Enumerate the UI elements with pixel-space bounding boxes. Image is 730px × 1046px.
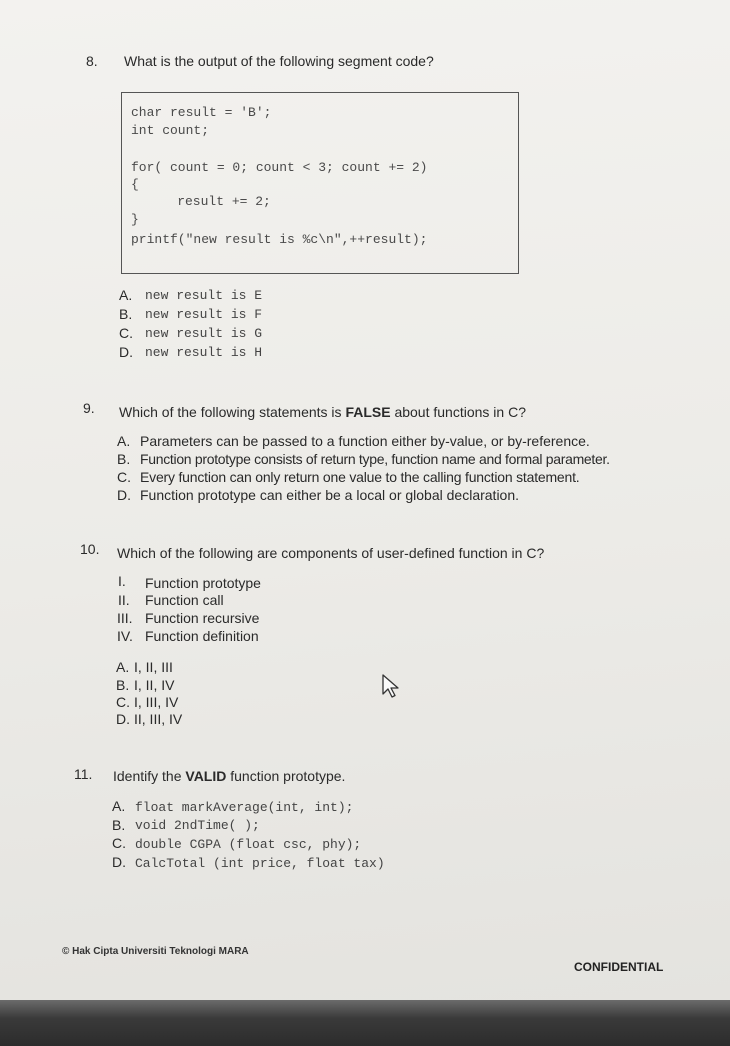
option-text: I, II, IV: [134, 677, 175, 693]
question-9-text: Which of the following statements is FALSE about functions in C?: [119, 404, 526, 420]
code-line: for( count = 0; count < 3; count += 2): [131, 160, 428, 175]
option-label: A.: [119, 287, 133, 303]
question-11-text: Identify the VALID function prototype.: [113, 768, 346, 784]
option-text: I, III, IV: [134, 694, 179, 710]
question-8-number: 8.: [86, 53, 98, 69]
option-label: D.: [117, 487, 131, 503]
option-text: II, III, IV: [134, 711, 183, 727]
option-label: D.: [119, 344, 133, 360]
option-label: B.: [117, 451, 131, 467]
option-label: C.: [116, 694, 130, 710]
option-text: new result is F: [145, 307, 263, 322]
option-label: B.: [119, 306, 133, 322]
item-label: IV.: [117, 628, 133, 644]
question-8-text: What is the output of the following segment code?: [124, 53, 434, 69]
option-label: A.: [117, 433, 131, 449]
item-label: II.: [118, 592, 130, 608]
copyright-notice: © Hak Cipta Universiti Teknologi MARA: [62, 946, 249, 957]
item-text: Function recursive: [145, 610, 260, 626]
mouse-pointer-icon: [381, 673, 405, 699]
option-text: float markAverage(int, int);: [135, 800, 354, 815]
option-text: Every function can only return one value to the calling function statement.: [140, 469, 580, 485]
option-label: A.: [116, 659, 130, 675]
option-text: Function prototype can either be a local or global declaration.: [140, 487, 520, 503]
item-text: Function call: [145, 592, 224, 608]
option-text: void 2ndTime( );: [135, 818, 260, 833]
option-label: D.: [116, 711, 130, 727]
code-line: }: [131, 212, 139, 227]
code-line: int count;: [131, 123, 210, 138]
confidential-label: CONFIDENTIAL: [574, 960, 664, 974]
option-text: Parameters can be passed to a function either by-value, or by-reference.: [140, 433, 590, 449]
option-text: new result is E: [145, 288, 263, 303]
option-label: B.: [116, 677, 130, 693]
option-text: Function prototype consists of return type, function name and formal parameter.: [140, 451, 610, 467]
photo-bottom-edge: [0, 1000, 730, 1046]
item-text: Function definition: [145, 628, 259, 644]
code-line: printf("new result is %c\n",++result);: [131, 232, 428, 247]
option-label: C.: [119, 325, 133, 341]
option-label: C.: [112, 835, 126, 851]
item-label: III.: [117, 610, 133, 626]
code-line: char result = 'B';: [131, 105, 272, 120]
item-text: Function prototype: [145, 575, 261, 591]
code-line: {: [131, 177, 139, 192]
option-label: D.: [112, 854, 126, 870]
option-label: A.: [112, 798, 126, 814]
item-label: I.: [118, 573, 126, 589]
option-text: CalcTotal (int price, float tax): [135, 856, 385, 871]
question-9-number: 9.: [83, 400, 95, 416]
question-10-text: Which of the following are components of user-defined function in C?: [117, 545, 545, 561]
option-text: new result is H: [145, 345, 263, 360]
question-11-number: 11.: [74, 766, 93, 782]
option-text: I, II, III: [134, 659, 173, 675]
code-line: result += 2;: [146, 194, 271, 209]
question-10-number: 10.: [80, 541, 100, 557]
option-label: C.: [117, 469, 131, 485]
option-text: double CGPA (float csc, phy);: [135, 837, 362, 852]
option-text: new result is G: [145, 326, 263, 341]
option-label: B.: [112, 817, 126, 833]
